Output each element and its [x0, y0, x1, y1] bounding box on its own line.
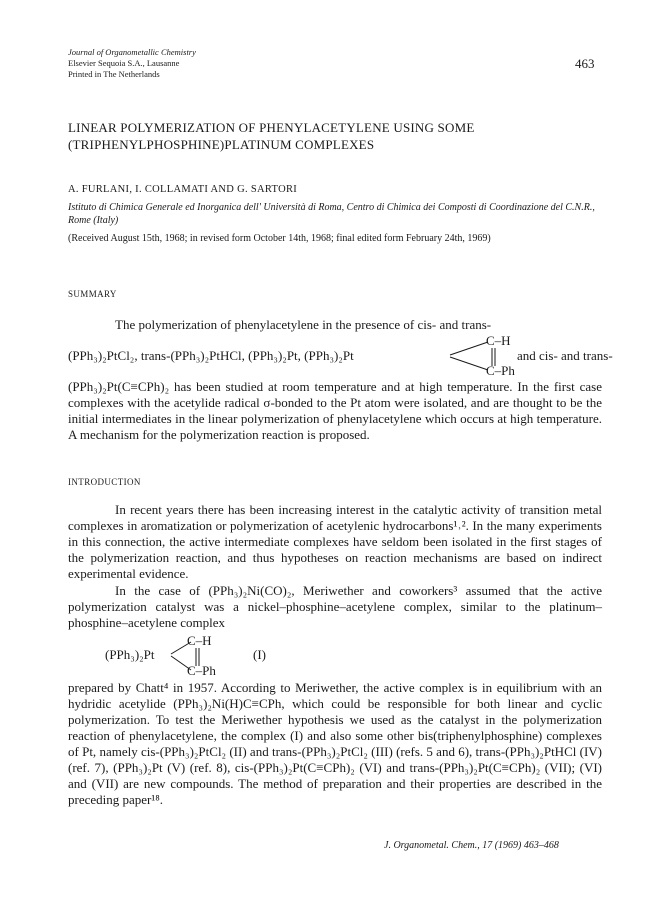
page-number: 463 [575, 56, 595, 71]
intro-paragraph-1: In recent years there has been increasing interest in the catalytic activity of transition metal complexes in aromatization or polymerization of acetylenic hydrocarbons¹˒². In the many experiments in this connection, the active intermediate complexes have seldom been isolated in the first stages of the polymerization reaction, and thus hypotheses on reaction mechanisms are based on indirect experimental evidence. [68, 502, 602, 581]
alkyne-top-label: C–H [486, 333, 511, 348]
received-dates: (Received August 15th, 1968; in revised form October 14th, 1968; final edited form February 24th, 1969) [68, 233, 491, 244]
summary-body: (PPh₃)₂Pt(C≡CPh)₂ has been studied at room temperature and at high temperature. In the first case complexes with the acetylide radical σ-bonded to the Pt atom were isolated, and are thought to be the initial intermediates in the linear polymerization of phenylacetylene which occurs at high temperature. A mechanism for the polymerization reaction is proposed. [68, 379, 602, 442]
journal-citation: J. Organometal. Chem., 17 (1969) 463–468 [384, 840, 559, 851]
complex-formula: (PPh₃)₂Pt [105, 647, 155, 662]
introduction-heading: INTRODUCTION [68, 477, 141, 487]
title-line-2: (TRIPHENYLPHOSPHINE)PLATINUM COMPLEXES [68, 137, 375, 152]
complex-bottom-label: C–Ph [187, 663, 216, 678]
summary-line-2-tail: and cis- and trans- [517, 348, 613, 363]
complex-i-structure [105, 630, 305, 678]
intro-paragraph-3: prepared by Chatt⁴ in 1957. According to Meriwether, the active complex is in equilibrium with an hydridic acetylide (PPh₃)₂Ni(H)C≡CPh, which could be responsible for both linear and cyclic polymerization. To test the Meriwether hypothesis we used as the catalyst in the polymerization reaction of phenylacetylene, the complex (I) and also some other bis(triphenylphosphine) complexes of Pt, namely cis-(PPh₃)₂PtCl₂ (II) and trans-(PPh₃)₂PtCl₂ (III) (refs. 5 and 6), trans-(PPh₃)₂PtHCl (IV) (ref. 7), (PPh₃)₂Pt (V) (ref. 8), cis-(PPh₃)₂Pt(C≡CPh)₂ (VI) and trans-(PPh₃)₂Pt(C≡CPh)₂ (VII); (VI) and (VII) are new compounds. The method of preparation and their properties are described in the preceding paper¹⁸. [68, 680, 602, 807]
journal-name: Journal of Organometallic Chemistry [68, 47, 196, 57]
complex-top-label: C–H [187, 633, 212, 648]
summary-alkyne-structure [68, 330, 613, 378]
summary-line-2-formulas: (PPh₃)₂PtCl₂, trans-(PPh₃)₂PtHCl, (PPh₃)₂Pt, (PPh₃)₂Pt [68, 348, 354, 363]
alkyne-bond-lines [448, 330, 508, 378]
authors: A. FURLANI, I. COLLAMATI AND G. SARTORI [68, 184, 298, 195]
affiliation: Istituto di Chimica Generale ed Inorganica dell' Università di Roma, Centro di Chimica dei Composti di Coordinazione del C.N.R., Rome (Italy) [68, 202, 595, 226]
complex-bond-lines [169, 630, 229, 678]
summary-heading: SUMMARY [68, 289, 117, 299]
publisher-line: Elsevier Sequoia S.A., Lausanne [68, 58, 180, 68]
article-title [68, 119, 608, 153]
complex-number-label: (I) [253, 647, 266, 662]
printed-line: Printed in The Netherlands [68, 69, 160, 79]
summary-line-1: The polymerization of phenylacetylene in the presence of cis- and trans- [115, 317, 492, 332]
intro-paragraph-2: In the case of (PPh₃)₂Ni(CO)₂, Meriwether and coworkers³ assumed that the active polymerization catalyst was a nickel–phosphine–acetylene complex, similar to the platinum–phosphine–acetylene complex [68, 583, 602, 630]
journal-header [68, 47, 196, 80]
title-line-1: LINEAR POLYMERIZATION OF PHENYLACETYLENE USING SOME [68, 120, 475, 135]
alkyne-bottom-label: C–Ph [486, 363, 515, 378]
